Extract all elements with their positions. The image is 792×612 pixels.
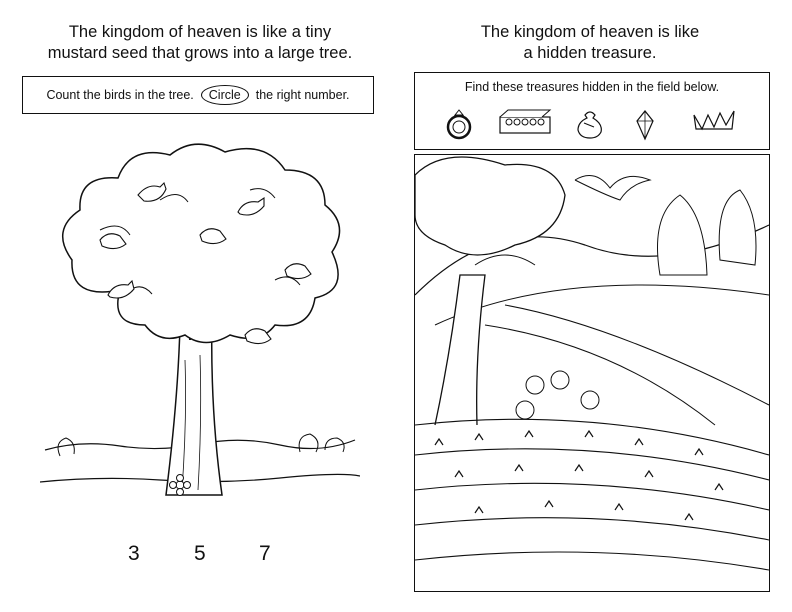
left-title-line-2: mustard seed that grows into a large tree.	[47, 44, 353, 62]
hidden-treasure-field-scene	[414, 154, 770, 592]
right-title-line-1: The kingdom of heaven is like	[480, 23, 700, 41]
left-title-line-1: The kingdom of heaven is like a tiny	[68, 23, 332, 41]
treasure-legend-box	[414, 72, 770, 150]
money-bag-icon	[575, 107, 605, 139]
bird-count-instruction-box	[22, 76, 374, 114]
choice-number-7[interactable]: 7	[259, 542, 271, 565]
right-page-title	[405, 22, 775, 64]
gem-icon	[631, 107, 659, 143]
left-page-title	[20, 22, 380, 64]
treasure-chest-icon	[497, 107, 553, 137]
choice-number-5[interactable]: 5	[194, 542, 206, 565]
instruction-text-pre: Count the birds in the tree.	[46, 88, 194, 102]
right-title-line-2: a hidden treasure.	[523, 44, 657, 62]
field-landscape-illustration	[415, 155, 769, 591]
instruction-text-post: the right number.	[255, 88, 350, 102]
ring-icon	[445, 107, 473, 141]
choice-number-3[interactable]: 3	[128, 542, 140, 565]
crown-icon	[690, 107, 740, 137]
instruction-circled-word: Circle	[201, 85, 249, 105]
mustard-tree-illustration	[40, 140, 360, 520]
treasure-instruction: Find these treasures hidden in the field below.	[464, 80, 720, 94]
